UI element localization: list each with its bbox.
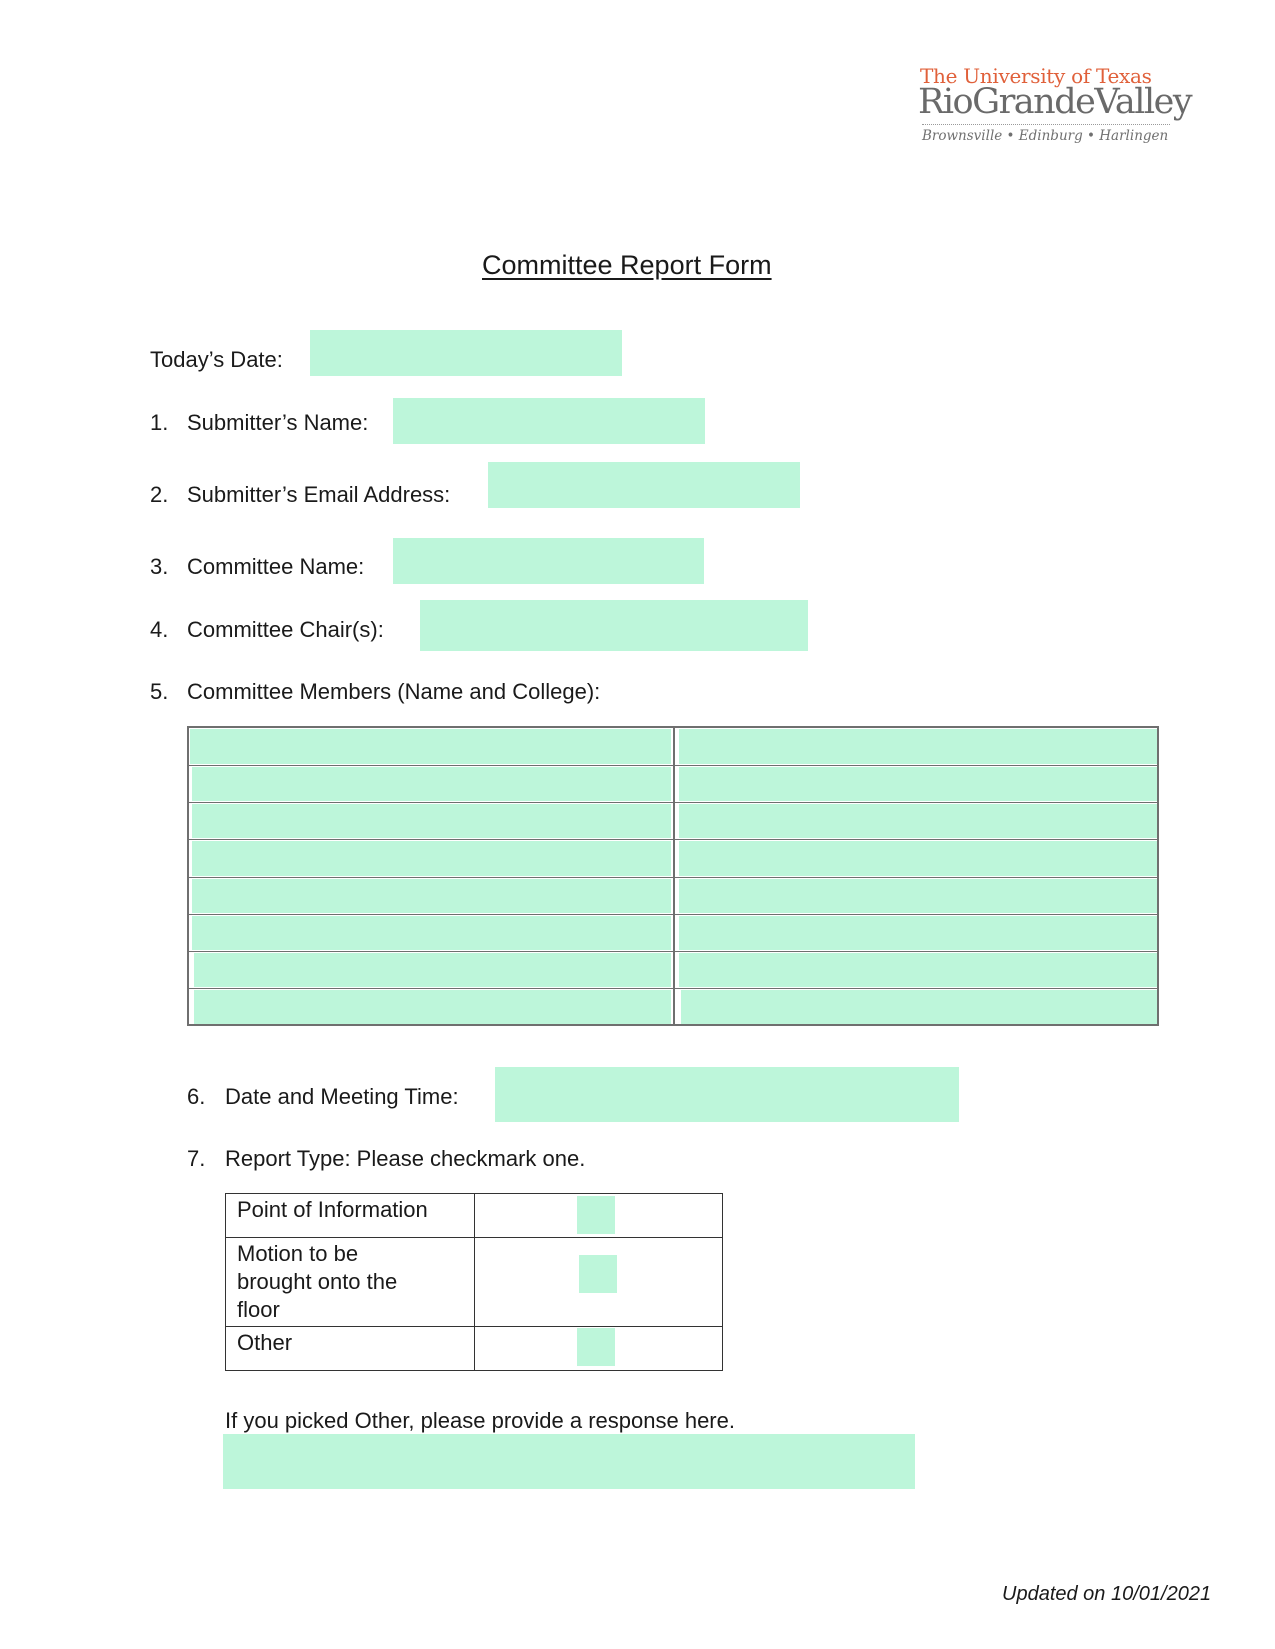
question-6-number: 6. xyxy=(187,1084,206,1109)
member-field[interactable] xyxy=(194,990,671,1024)
committee-chairs-label: Committee Chair(s): xyxy=(187,617,384,642)
logo-campuses-line: Brownsville • Edinburg • Harlingen xyxy=(922,128,1169,144)
committee-name-field[interactable] xyxy=(393,538,704,584)
member-field[interactable] xyxy=(679,953,1157,987)
submitter-email-label: Submitter’s Email Address: xyxy=(187,482,451,507)
committee-members-label: Committee Members (Name and College): xyxy=(187,679,601,704)
member-field[interactable] xyxy=(192,916,671,950)
question-5-number: 5. xyxy=(150,679,169,704)
member-field[interactable] xyxy=(679,916,1157,950)
report-type-check-cell xyxy=(474,1327,722,1371)
todays-date-field[interactable] xyxy=(310,330,622,376)
members-row-divider xyxy=(189,877,1157,878)
utrgv-logo xyxy=(920,62,1200,152)
report-type-instruction: Please checkmark one. xyxy=(350,1146,586,1171)
submitter-name-field[interactable] xyxy=(393,398,705,444)
member-field[interactable] xyxy=(679,841,1157,876)
member-field[interactable] xyxy=(190,729,671,764)
report-type-check-cell xyxy=(474,1238,722,1327)
member-field[interactable] xyxy=(194,953,671,987)
logo-divider xyxy=(922,124,1170,125)
member-field[interactable] xyxy=(192,879,671,913)
todays-date-label: Today’s Date: xyxy=(150,347,283,372)
other-response-field[interactable] xyxy=(223,1434,915,1489)
committee-chairs-field[interactable] xyxy=(420,600,808,651)
logo-university-line: The University of Texas xyxy=(920,64,1152,88)
member-field[interactable] xyxy=(192,804,671,838)
members-row-divider xyxy=(189,914,1157,915)
meeting-time-field[interactable] xyxy=(495,1067,959,1122)
member-field[interactable] xyxy=(192,767,671,801)
member-field[interactable] xyxy=(679,804,1157,838)
submitter-email-field[interactable] xyxy=(488,462,800,508)
page-title: Committee Report Form xyxy=(482,250,772,280)
report-type-label xyxy=(225,1146,585,1172)
members-row-divider xyxy=(189,802,1157,803)
report-type-label-text: Report Type: xyxy=(225,1146,351,1171)
report-type-table xyxy=(225,1193,723,1371)
meeting-time-label: Date and Meeting Time: xyxy=(225,1084,459,1109)
question-7-number: 7. xyxy=(187,1146,206,1171)
point-of-information-checkbox[interactable] xyxy=(577,1196,615,1234)
report-type-option-label: Point of Information xyxy=(226,1194,475,1238)
report-type-row xyxy=(226,1327,723,1371)
other-checkbox[interactable] xyxy=(577,1328,615,1366)
member-field[interactable] xyxy=(679,729,1157,764)
members-row-divider xyxy=(189,951,1157,952)
report-type-row xyxy=(226,1238,723,1327)
member-field[interactable] xyxy=(679,879,1157,913)
motion-option-text: Motion to be brought onto the floor xyxy=(237,1241,398,1322)
member-field[interactable] xyxy=(192,841,671,876)
question-1-number: 1. xyxy=(150,410,169,435)
question-2-number: 2. xyxy=(150,482,169,507)
member-field[interactable] xyxy=(679,767,1157,801)
members-row-divider xyxy=(189,839,1157,840)
report-type-check-cell xyxy=(474,1194,722,1238)
motion-checkbox[interactable] xyxy=(579,1255,617,1293)
committee-members-table xyxy=(187,726,1159,1026)
question-3-number: 3. xyxy=(150,554,169,579)
member-field[interactable] xyxy=(681,990,1157,1024)
question-4-number: 4. xyxy=(150,617,169,642)
members-row-divider xyxy=(189,988,1157,989)
report-type-option-label xyxy=(226,1238,475,1327)
updated-date: Updated on 10/01/2021 xyxy=(1002,1583,1212,1605)
other-response-prompt: If you picked Other, please provide a response here. xyxy=(225,1408,735,1433)
members-row-divider xyxy=(189,765,1157,766)
report-type-option-label: Other xyxy=(226,1327,475,1371)
committee-name-label: Committee Name: xyxy=(187,554,365,579)
submitter-name-label: Submitter’s Name: xyxy=(187,410,369,435)
logo-name-line: RioGrandeValley xyxy=(918,82,1192,122)
report-type-row xyxy=(226,1194,723,1238)
members-column-divider xyxy=(673,728,675,1024)
